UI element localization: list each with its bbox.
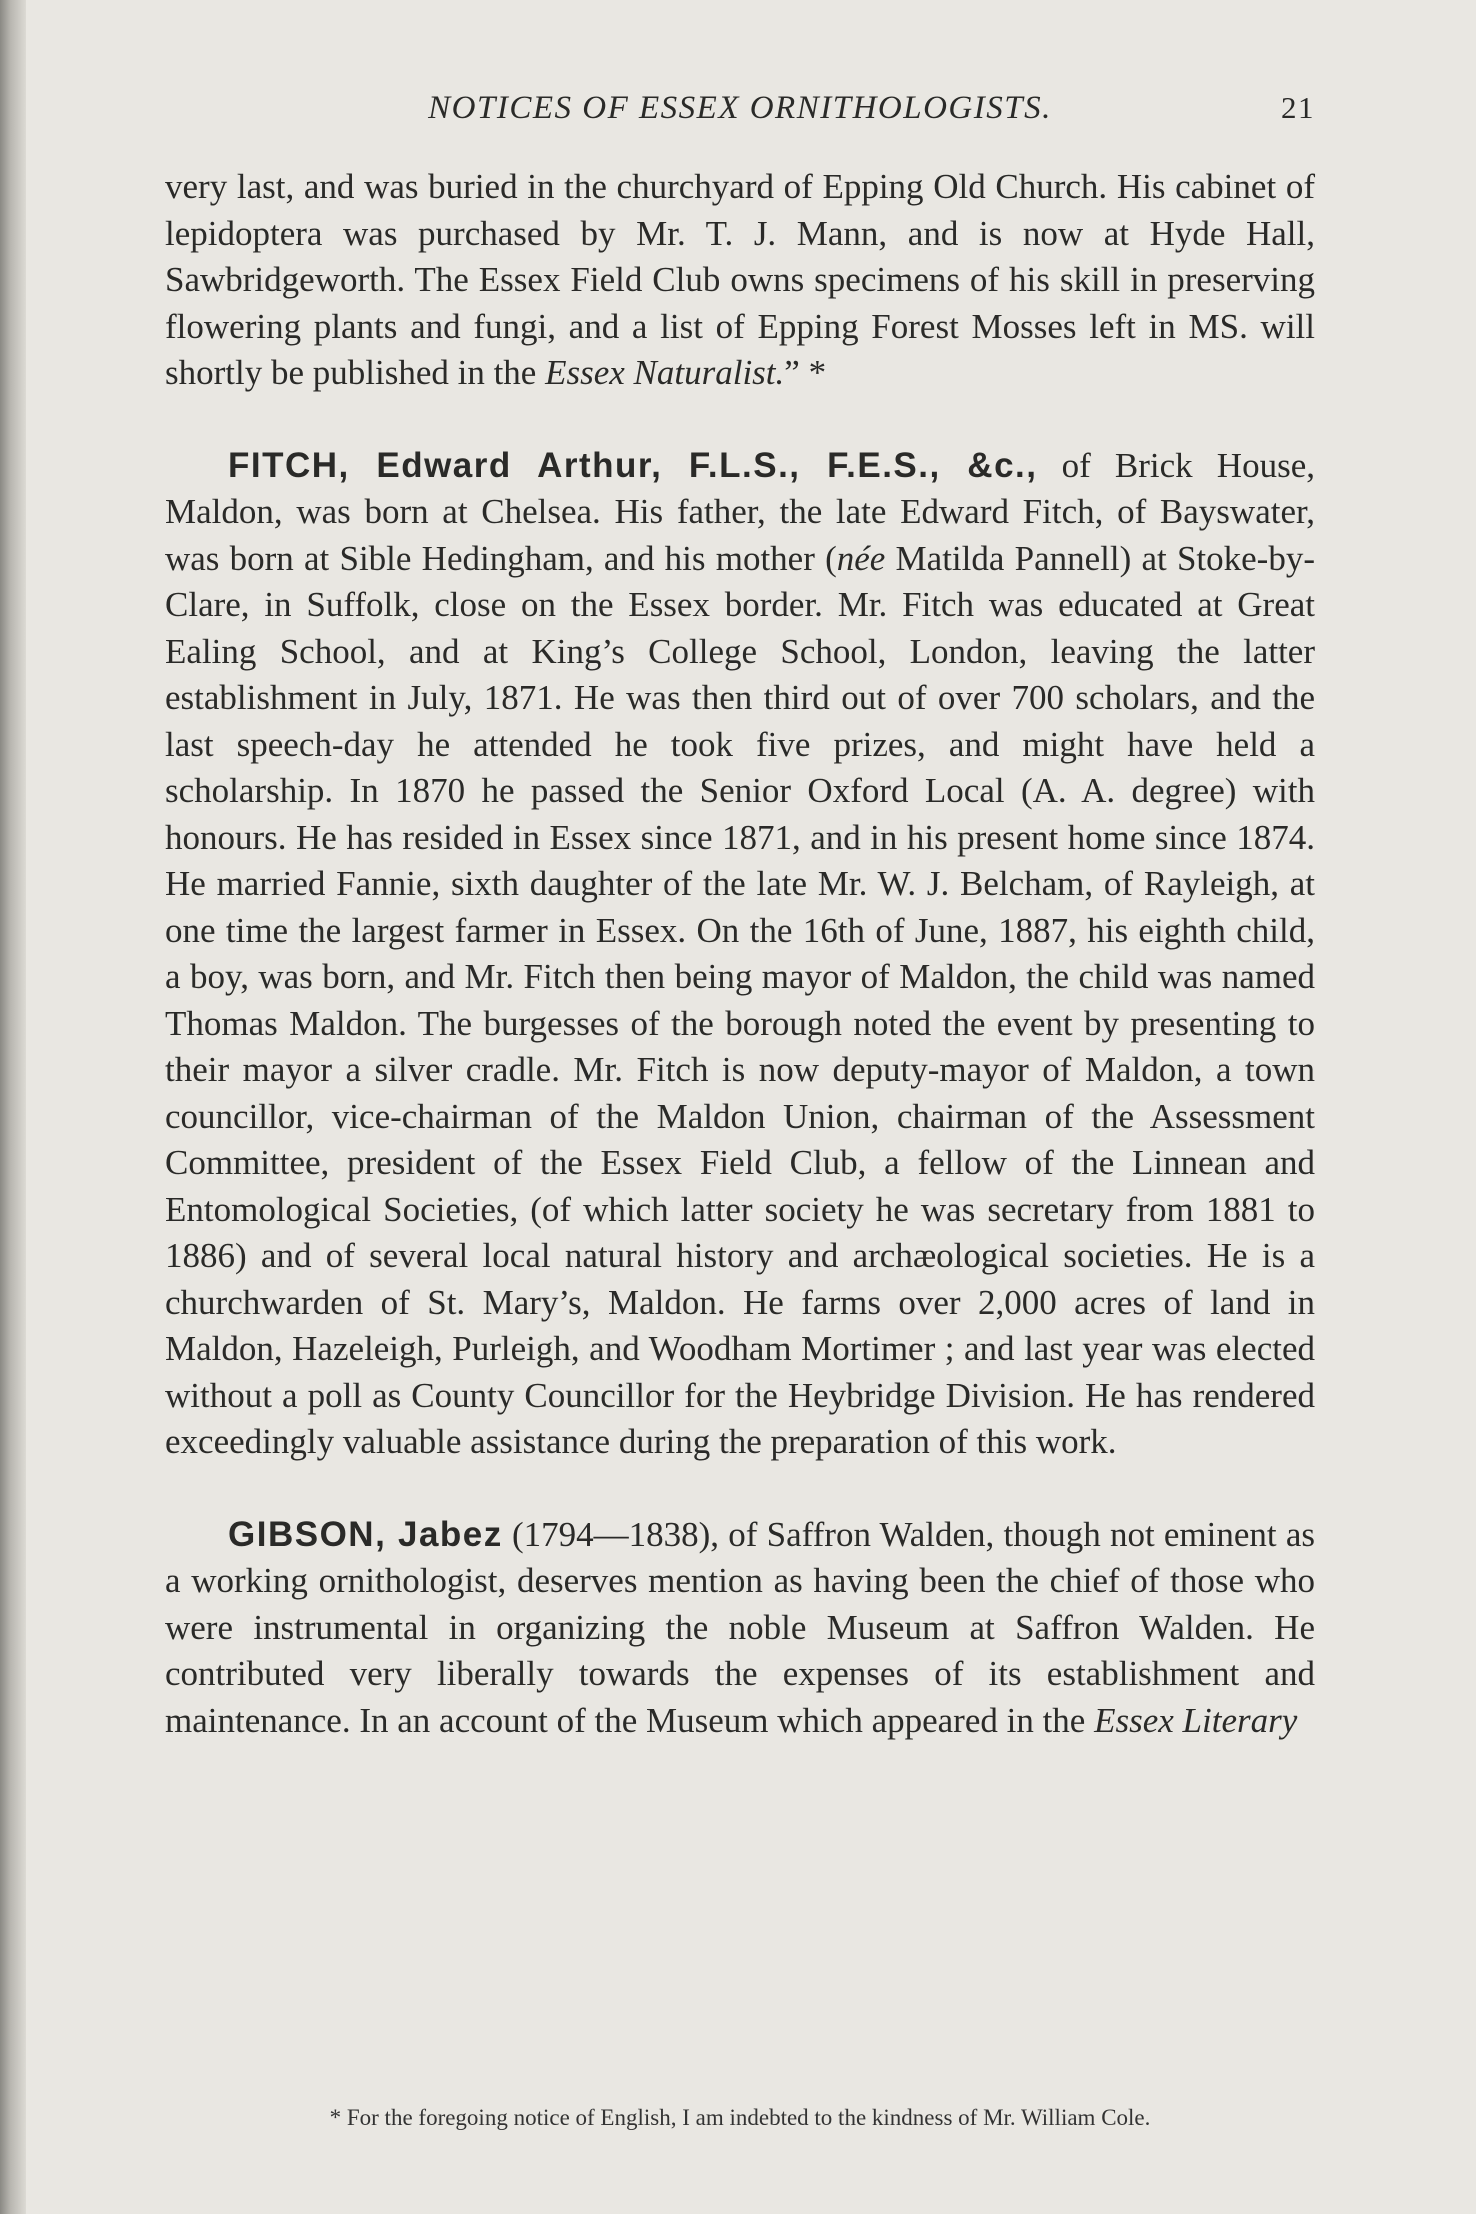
entry-text-fitch-a: of Brick House, Maldon, was born at Chelsea. His father, the late Edward Fitch, of Bayswater, was born at Sible Hedingham, and his mother ( bbox=[165, 445, 1315, 578]
footnote: * For the foregoing notice of English, I am indebted to the kindness of Mr. William Cole. bbox=[329, 2105, 1151, 2130]
running-title: NOTICES OF ESSEX ORNITHOLOGISTS. bbox=[428, 90, 1052, 126]
entry-fitch bbox=[165, 443, 1315, 1466]
continuation-text: very last, and was buried in the churchyard of Epping Old Church. His cabinet of lepidoptera was purchased by Mr. T. J. Mann, and is now at Hyde Hall, Sawbridgeworth. The Essex Field Club owns specimens of his skill in preserving flowering plants and fungi, and a list of Epping Forest Mosses left in MS. will shortly be published in the bbox=[165, 167, 1315, 392]
entry-text-gibson: (1794—1838), of Saffron Walden, though not eminent as a working ornithologist, deserves mention as having been the chief of those who were instrumental in organizing the noble Museum at Saffron Walden. He contributed very liberally towards the expenses of its establishment and maintenance. In an account of the Museum which appeared in the bbox=[165, 1514, 1315, 1740]
journal-title: Essex Naturalist. bbox=[545, 353, 785, 392]
page-number: 21 bbox=[1281, 90, 1315, 125]
entry-name-fitch: FITCH, Edward Arthur, F.L.S., F.E.S., &c., bbox=[228, 445, 1038, 485]
entry-gibson bbox=[165, 1512, 1315, 1745]
footnote-marker: ” * bbox=[784, 353, 827, 392]
entry-text-fitch-b: Matilda Pannell) at Stoke-by-Clare, in Suffolk, close on the Essex border. Mr. Fitch was educated at Great Ealing School, and at King’s College School, London, leaving the latter establishment in July, 1871. He was then third out of over 700 scholars, and the last speech-day he attended he took five prizes, and might have held a scholarship. In 1870 he passed the Senior Oxford Local (A. A. degree) with honours. He has resided in Essex since 1871, and in his present home since 1874. He married Fannie, sixth daughter of the late Mr. W. J. Belcham, of Rayleigh, at one time the largest farmer in Essex. On the 16th of June, 1887, his eighth child, a boy, was born, and Mr. Fitch then being mayor of Maldon, the child was named Thomas Maldon. The burgesses of the borough noted the event by presenting to their mayor a silver cradle. Mr. Fitch is now deputy-mayor of Maldon, a town councillor, vice-chairman of the Maldon Union, chairman of the Assessment Committee, president of the Essex Field Club, a fellow of the Linnean and Entomological Societies, (of which latter society he was secretary from 1881 to 1886) and of several local natural history and archæological societies. He is a churchwarden of St. Mary’s, Maldon. He farms over 2,000 acres of land in Maldon, Hazeleigh, Purleigh, and Woodham Mortimer ; and last year was elected without a poll as County Councillor for the Heybridge Division. He has rendered exceedingly valuable assistance during the preparation of this work. bbox=[165, 538, 1315, 1461]
entry-name-gibson: GIBSON, Jabez bbox=[228, 1514, 503, 1554]
continuation-paragraph bbox=[165, 164, 1315, 397]
entry-italic-nee: née bbox=[836, 538, 886, 578]
running-header bbox=[165, 90, 1315, 150]
entry-italic-essex-literary: Essex Literary bbox=[1094, 1700, 1298, 1740]
page-body bbox=[165, 90, 1315, 1744]
book-spine-shadow bbox=[0, 0, 26, 2214]
